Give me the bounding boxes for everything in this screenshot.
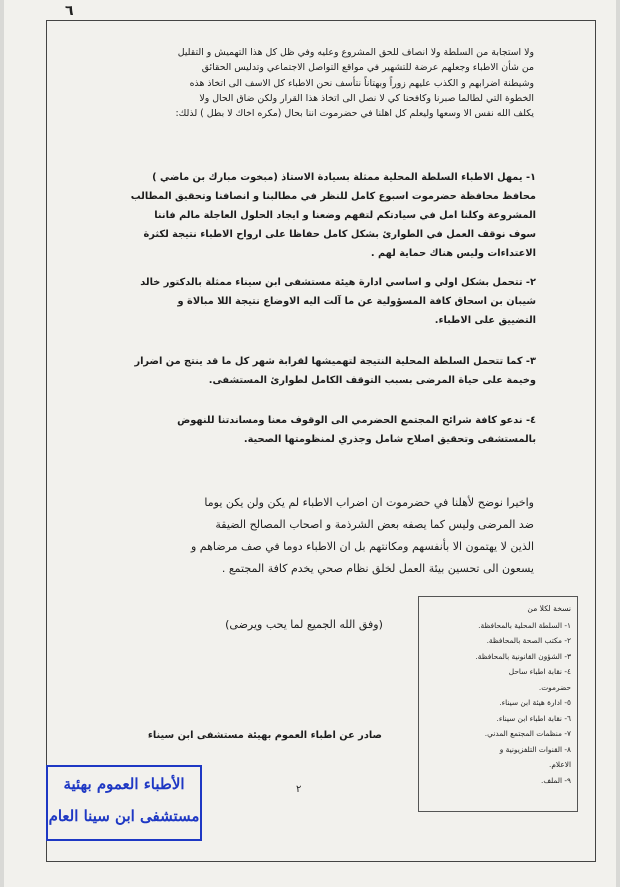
intro-line: الخطوة التي لطالما صبرنا وكافحنا كي لا نصل الى اتخاذ هذا القرار ولكن ضاق الحال ولا (199, 92, 534, 104)
item-line: وخيمة على حياة المرضى بسبب التوقف الكامل لطوارئ المستشفى. (208, 375, 536, 386)
copies-item: ١- السلطة المحلية بالمحافظة. (478, 620, 571, 630)
copies-item: الاعلام. (548, 760, 571, 769)
intro-line: من شأن الاطباء وجعلهم عرضة للتشهير في مواقع التواصل الاجتماعي وتدليس الحقائق (201, 62, 534, 74)
copies-item: حضرموت. (538, 682, 571, 692)
closing-line: يسعون الى تحسين بيئة العمل لخلق نظام صحي يخدم كافة المجتمع . (221, 562, 534, 575)
demand-item-2 (64, 273, 536, 330)
item-line: ١- يمهل الاطباء السلطة المحلية ممثلة بسيادة الاستاذ (مبخوت مبارك بن ماضي ) (152, 172, 536, 183)
closing-line: ضد المرضى وليس كما يصفه بعض الشرذمة و اصحاب المصالح الضيقة (215, 518, 534, 531)
intro-line: وشيطنة اضرابهم و الكذب عليهم زوراً وبهتاناً نتأسف نحن الاطباء كل الاسف الى اتخاذ هذه (189, 77, 534, 89)
copies-item: ٥- ادارة هيئة ابن سيناء. (499, 698, 571, 707)
demand-item-4 (64, 411, 536, 449)
page-number: ٢ (296, 784, 302, 795)
copies-item: ٨- القنوات التلفزيونية و (499, 744, 571, 754)
closing-line: واخيرا نوضح لأهلنا في حضرموت ان اضراب الاطباء لم يكن ولن يكن يوما (204, 496, 534, 509)
stamp-line-2: مستشفى ابن سينا العام (48, 807, 200, 825)
intro-line: ولا استجابة من السلطة ولا انصاف للحق المشروع وعليه وفي ظل كل هذا التهميش و التقليل (177, 47, 534, 58)
copies-item: ٦- نقابة اطباء ابن سيناء. (496, 713, 571, 723)
issued-by-line: صادر عن اطباء العموم بهيئة مستشفى ابن سيناء (147, 730, 382, 741)
intro-line: يكلف الله نفس الا وسعها وليعلم كل اهلنا في حضرموت اننا بحال (مكره اخاك لا بطل ) لذلك: (175, 108, 534, 120)
item-line: الاعتداءات وليس هناك حماية لهم . (370, 248, 536, 259)
item-line: محافظ محافظة حضرموت اسبوع كامل للنظر في مطالبنا و انصافنا وتحقيق المطالب (130, 191, 536, 202)
organization-stamp (46, 765, 202, 841)
item-line: سوف نوقف العمل في الطوارئ بشكل كامل حفاظا على ارواح الاطباء نتيجة لكثرة (143, 229, 536, 240)
item-line: ٤- ندعو كافة شرائح المجتمع الحضرمي الى الوقوف معنا ومساندتنا للنهوض (177, 415, 536, 426)
item-line: شيبان بن اسحاق كافة المسؤولية عن ما آلت اليه الاوضاع نتيجة اللا مبالاة و (177, 296, 536, 307)
prayer-line: (وفق الله الجميع لما يحب ويرضى) (225, 618, 383, 631)
copies-item: ٩- الملف. (540, 775, 571, 785)
copies-item: ٧- منظمات المجتمع المدني. (484, 729, 571, 738)
copies-item: ٣- الشؤون القانونية بالمحافظة. (475, 651, 571, 661)
intro-paragraph (64, 45, 534, 121)
copies-title: نسخة لكلا من (527, 604, 571, 613)
closing-paragraph (64, 492, 534, 580)
closing-line: الذين لا يهتمون الا بأنفسهم ومكانتهم بل ان الاطباء دوما في صف مرضاهم و (190, 540, 534, 553)
item-line: ٢- تتحمل بشكل اولي و اساسي ادارة هيئة مستشفى ابن سيناء ممثلة بالدكتور خالد (140, 277, 536, 288)
demand-item-1 (64, 168, 536, 263)
demand-item-3 (64, 352, 536, 390)
copies-item: ٢- مكتب الصحة بالمحافظة. (486, 636, 571, 645)
page-mark: ٦ (65, 3, 74, 19)
item-line: بالمستشفى وتحقيق اصلاح شامل وجذري لمنظومتها الصحية. (243, 434, 536, 445)
document-page (4, 0, 616, 887)
item-line: ٣- كما تتحمل السلطة المحلية النتيجة لتهميشها لقرابة شهر كل ما قد ينتج من اضرار (134, 356, 536, 367)
copies-list-box (418, 596, 578, 812)
stamp-line-1: الأطباء العموم بهئية (63, 775, 185, 793)
copies-item: ٤- نقابة اطباء ساحل (508, 667, 571, 676)
item-line: المشروعة وكلنا امل في سيادتكم لتفهم وضعنا و ايجاد الحلول العاجلة مالم فاننا (154, 210, 536, 221)
item-line: التضييق على الاطباء. (434, 315, 536, 326)
